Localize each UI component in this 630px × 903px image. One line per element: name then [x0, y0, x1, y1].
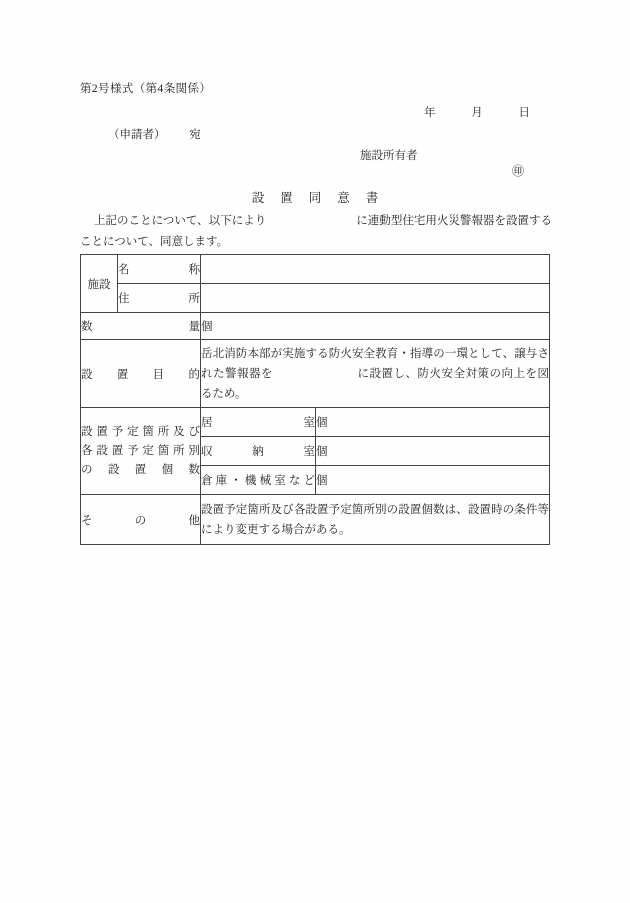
page-title: 設置同意書	[251, 191, 395, 205]
facility-owner-label: 施設所有者	[360, 150, 418, 162]
purpose-text-before: 岳北消防本部が実施する防火安全教育・指導の一環として、譲与された警報器を	[201, 347, 549, 380]
facility-name-input[interactable]	[201, 255, 550, 284]
date-line	[80, 104, 530, 120]
table-row-quantity	[81, 313, 550, 340]
addressee-suffix: 宛	[189, 129, 201, 141]
intro-text-after: に連動型住宅用火災警報器を設置することについて、同意します。	[80, 215, 552, 248]
quantity-unit: 個	[201, 313, 550, 340]
planned-place-label-living: 居室	[201, 408, 316, 437]
facility-address-label: 住所	[118, 284, 201, 313]
facility-group-label: 施設	[81, 255, 118, 313]
intro-paragraph	[80, 211, 552, 253]
planned-places-label	[81, 408, 201, 495]
table-row-facility-address	[81, 284, 550, 313]
table-row-purpose	[81, 340, 550, 408]
facility-name-label: 名称	[118, 255, 201, 284]
date-day-label: 日	[518, 107, 530, 119]
planned-places-label-line-1: 設置予定箇所及び	[81, 425, 200, 438]
planned-places-label-line-3: の設置個数	[81, 463, 200, 476]
purpose-text	[201, 340, 550, 408]
other-text: 設置予定箇所及び各設置予定箇所別の設置個数は、設置時の条件等により変更する場合がある。	[201, 495, 550, 545]
planned-count-storage[interactable]: 個	[316, 437, 550, 466]
facility-address-input[interactable]	[201, 284, 550, 313]
addressee-line	[108, 126, 201, 142]
consent-form-table	[80, 254, 550, 545]
quantity-label: 数量	[81, 313, 201, 340]
table-row-planned-living	[81, 408, 550, 437]
other-label: その他	[81, 495, 201, 545]
planned-count-warehouse[interactable]: 個	[316, 466, 550, 495]
seal-icon: ㊞	[512, 164, 525, 178]
table-row-facility-name	[81, 255, 550, 284]
form-code-label: 第2号様式（第4条関係）	[80, 83, 212, 95]
purpose-text-after: に設置し、防火安全対策の向上を図るため。	[201, 367, 549, 400]
purpose-label: 設置目的	[81, 340, 201, 408]
intro-text-before: 上記のことについて、以下により	[94, 215, 267, 227]
applicant-label: （申請者）	[108, 129, 166, 141]
planned-count-living[interactable]: 個	[316, 408, 550, 437]
planned-place-label-warehouse: 倉庫・機械室など	[201, 466, 316, 495]
planned-places-label-line-2: 各設置予定箇所別	[81, 444, 200, 457]
planned-place-label-storage: 収納室	[201, 437, 316, 466]
date-month-label: 月	[471, 107, 483, 119]
table-row-other	[81, 495, 550, 545]
date-year-label: 年	[424, 107, 436, 119]
